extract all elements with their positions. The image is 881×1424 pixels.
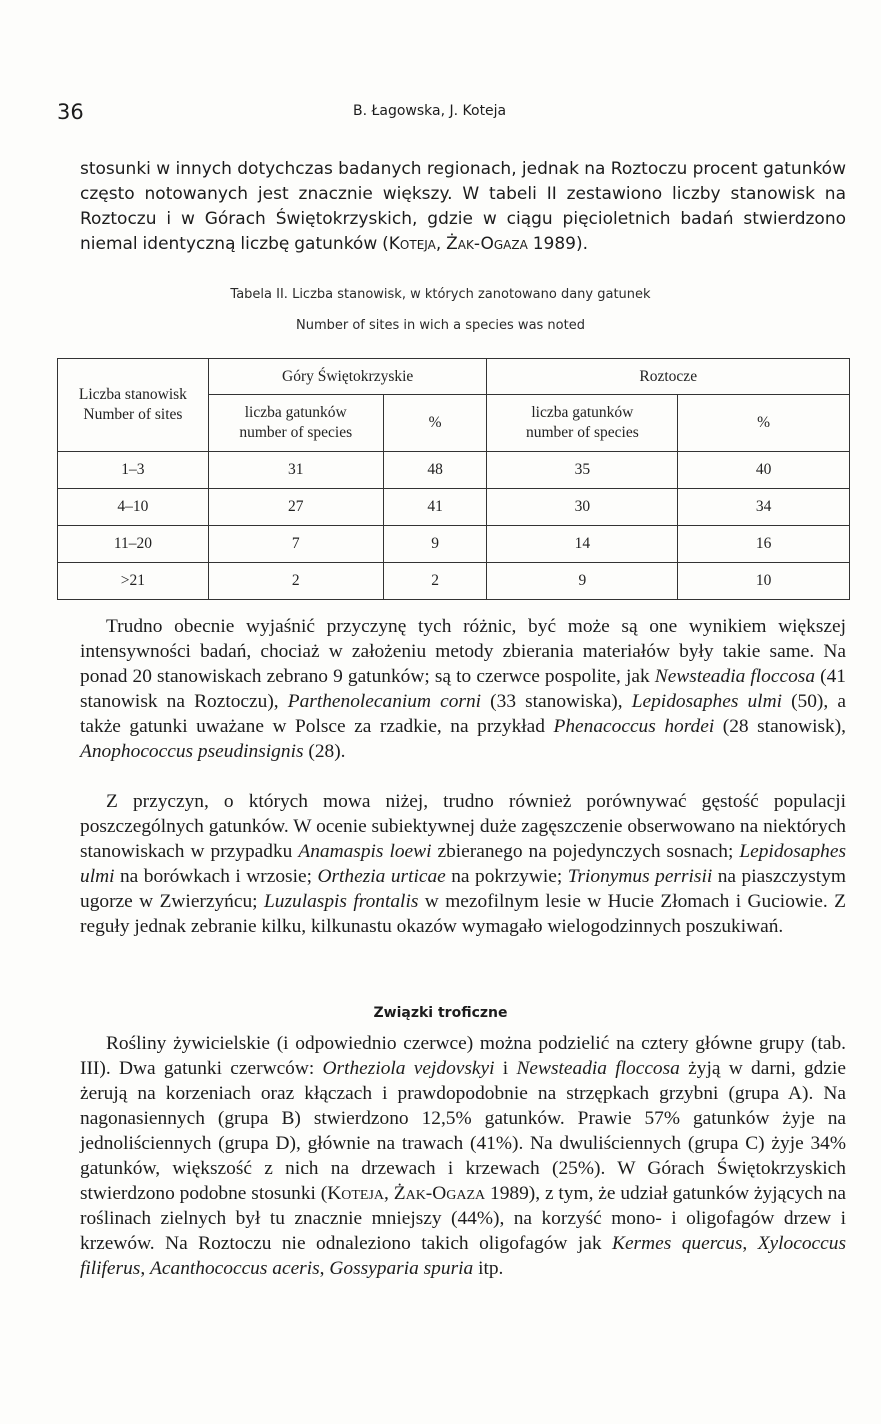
species-name: Ortheziola vejdovskyi	[322, 1058, 495, 1079]
table-header-roztocze: Roztocze	[487, 359, 850, 395]
species-name: Lepidosaphes ulmi	[631, 691, 782, 712]
cell-sites: 11–20	[58, 526, 209, 563]
list-separator: ,	[140, 1258, 151, 1279]
table-row	[58, 526, 850, 563]
paragraph-text: itp.	[473, 1258, 504, 1279]
paragraph-text: na borówkach i wrzosie;	[114, 866, 318, 887]
species-name: Newsteadia floccosa	[516, 1058, 680, 1079]
paragraph-text: (28 stanowisk),	[714, 716, 846, 737]
paragraph-text: (41 stanowisk na Roztoczu),	[80, 666, 846, 712]
table-header-percent: %	[383, 395, 487, 452]
section-heading: Związki troficzne	[373, 1005, 508, 1021]
paragraph-density	[80, 789, 846, 939]
cell-sites: 4–10	[58, 489, 209, 526]
paragraph-text: żyją w darni, gdzie żerują na korzeniach oraz kłączach i prawdopodobnie na strzępkach grzybni (grupa A). Na nagonasiennych (grupa B) stwierdzono 12,5% gatunków. Prawie 57% gatunków żyje na jednoliściennych (grupa D), głównie na trawach (41%). Na dwuliściennych (grupa C) żyje 34% gatunków, większość z nich na drzewach i krzewach (25%). W Górach Świętokrzyskich stwierdzono podobne stosunki (	[80, 1058, 846, 1204]
species-name: Lepidosaphes ulmi	[80, 841, 846, 887]
intro-text: stosunki w innych dotychczas badanych regionach, jednak na Roztoczu procent gatunków często notowanych jest znacznie większy. W tabeli II zestawiono liczby stanowisk na Roztoczu i w Górach Świętokrzyskich, gdzie w ciągu pięcioletnich badań stwierdzono niemal identyczną liczbę gatunków (	[80, 159, 846, 254]
paragraph-text: na pokrzywie;	[445, 866, 568, 887]
cell-r-percent: 16	[678, 526, 850, 563]
cell-gs-percent: 2	[383, 563, 487, 600]
species-name: Anamaspis loewi	[298, 841, 432, 862]
paragraph-text: 1989), z tym, że udział gatunków żyjących na roślinach zielnych był tu znacznie mniejszy (44%), na korzyść mono- i oligofagów drzew i krzewów. Na Roztoczu nie odnaleziono takich oligofagów jak	[80, 1183, 846, 1254]
cell-r-species: 14	[487, 526, 678, 563]
paragraph-text: w mezofilnym lesie w Hucie Złomach i Guciowie. Z reguły jednak zebranie kilku, kilkunastu okazów wymagało wielogodzinnych poszukiwań.	[80, 891, 846, 937]
cell-r-species: 35	[487, 452, 678, 489]
cell-sites: 1–3	[58, 452, 209, 489]
species-name: Orthezia urticae	[317, 866, 446, 887]
species-name: Newsteadia floccosa	[654, 666, 816, 687]
cell-gs-species: 2	[208, 563, 383, 600]
species-name: Xylococcus filiferus	[80, 1233, 846, 1279]
citation-author: Koteja	[327, 1183, 385, 1204]
paragraph-text: (33 stanowiska),	[481, 691, 632, 712]
cell-r-percent: 34	[678, 489, 850, 526]
table-caption-polish: Tabela II. Liczba stanowisk, w których zanotowano dany gatunek	[230, 287, 651, 302]
table-row	[58, 489, 850, 526]
table-header-sites: Liczba stanowisk Number of sites	[58, 359, 209, 452]
cell-r-species: 9	[487, 563, 678, 600]
running-header-authors: B. Łagowska, J. Koteja	[353, 103, 507, 119]
species-name: Anophococcus pseudinsignis	[80, 741, 304, 762]
species-name: Luzulaspis frontalis	[263, 891, 419, 912]
species-name: Acanthococcus aceris	[150, 1258, 320, 1279]
cell-gs-species: 27	[208, 489, 383, 526]
citation-author: Żak-Ogaza	[446, 234, 528, 254]
list-separator: ,	[742, 1233, 758, 1254]
species-name: Gossyparia spuria	[329, 1258, 474, 1279]
cell-r-percent: 40	[678, 452, 850, 489]
citation-separator: ,	[384, 1183, 394, 1204]
sites-table	[57, 358, 850, 600]
cell-sites: >21	[58, 563, 209, 600]
page-number: 36	[57, 100, 84, 124]
citation-year: 1989).	[527, 234, 589, 254]
cell-r-species: 30	[487, 489, 678, 526]
paragraph-text: (28).	[303, 741, 346, 762]
paragraph-text: (50), a także gatunki uważane w Polsce za rzadkie, na przykład	[80, 691, 846, 737]
table-header-gory-swietokrzyskie: Góry Świętokrzyskie	[208, 359, 487, 395]
table-row	[58, 563, 850, 600]
citation-author: Żak-Ogaza	[393, 1183, 486, 1204]
species-name: Phenacoccus hordei	[553, 716, 715, 737]
table-header-species-count: liczba gatunków number of species	[487, 395, 678, 452]
cell-gs-species: 31	[208, 452, 383, 489]
cell-gs-percent: 9	[383, 526, 487, 563]
intro-paragraph	[80, 157, 846, 257]
list-separator: ,	[319, 1258, 330, 1279]
species-name: Trionymus perrisii	[567, 866, 713, 887]
paragraph-text: Z przyczyn, o których mowa niżej, trudno również porównywać gęstość populacji poszczególnych gatunków. W ocenie subiektywnej duże zagęszczenie obserwowano na niektórych stanowiskach w przypadku	[80, 791, 846, 862]
species-name: Kermes quercus	[612, 1233, 743, 1254]
cell-gs-species: 7	[208, 526, 383, 563]
paragraph-text: Trudno obecnie wyjaśnić przyczynę tych różnic, być może są one wynikiem większej intensywności badań, chociaż w założeniu metody zbierania materiałów były takie same. Na ponad 20 stanowiskach zebrano 9 gatunków; są to czerwce pospolite, jak	[80, 616, 846, 687]
cell-gs-percent: 48	[383, 452, 487, 489]
table-header-species-count: liczba gatunków number of species	[208, 395, 383, 452]
species-name: Parthenolecanium corni	[287, 691, 482, 712]
paragraph-text: na piaszczystym ugorze w Zwierzyńcu;	[80, 866, 846, 912]
paragraph-text: Rośliny żywicielskie (i odpowiednio czerwce) można podzielić na cztery główne grupy (tab. III). Dwa gatunki czerwców:	[80, 1033, 846, 1079]
paragraph-text: zbieranego na pojedynczych sosnach;	[431, 841, 740, 862]
paragraph-text: i	[494, 1058, 517, 1079]
paragraph-host-plants	[80, 1031, 846, 1281]
citation-author: Koteja	[388, 234, 436, 254]
citation-separator: ,	[435, 234, 447, 254]
cell-gs-percent: 41	[383, 489, 487, 526]
table-row	[58, 452, 850, 489]
cell-r-percent: 10	[678, 563, 850, 600]
table-caption-english: Number of sites in wich a species was noted	[296, 318, 585, 333]
table-header-percent: %	[678, 395, 850, 452]
paragraph-differences	[80, 614, 846, 764]
